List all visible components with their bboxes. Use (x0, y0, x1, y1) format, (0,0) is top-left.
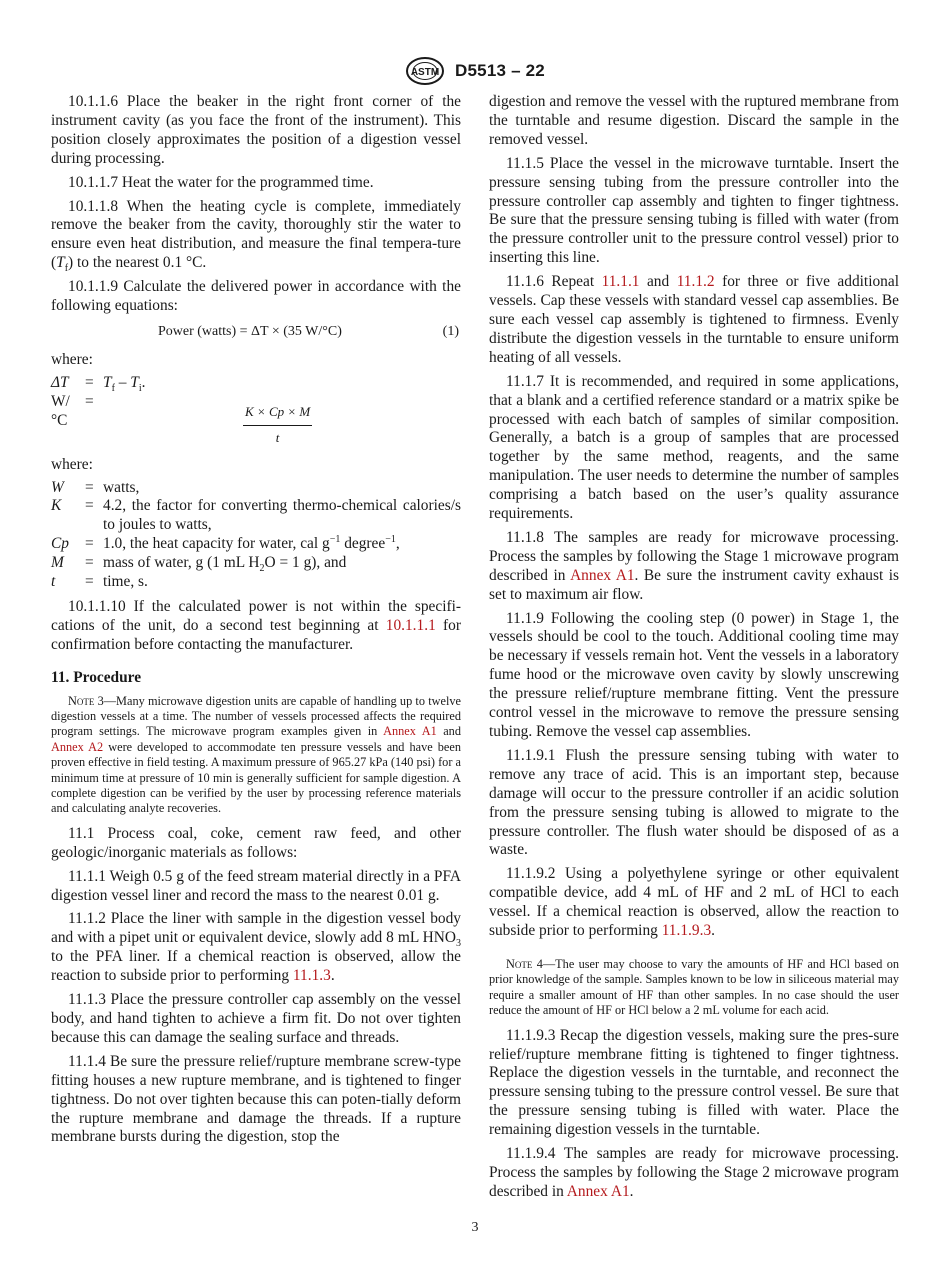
definition-list-1: ΔT = $T_f - T_i$. W/°C = $\frac{K \times Cp \times M}{t}$ (51, 374, 461, 448)
ref-link[interactable]: Annex A2 (51, 739, 104, 754)
where-label: where: (51, 350, 93, 368)
page-number: 3 (471, 1220, 479, 1235)
right-column (489, 93, 899, 1207)
note-3: Note 3—Many microwave digestion units are capable of handling up to twelve digestion vessels at a time. The number of vessels processed affects the required program settings. The microwave program examples given in Annex A1 and Annex A2 were developed to accommodate ten pressure vessels and have been proven effective in field testing. A maximum pressure of 965.27 kPa (140 psi) for a minimum time at pressure of 10 min is generally sufficient for sample digestion. A complete digestion can be verified by the user by processing reference materials and calculating analyte recoveries. (51, 693, 461, 816)
def-value: time, s. (103, 573, 148, 591)
note-4: Note 4—The user may choose to vary the amounts of HF and HCl based on prior knowledge of the sample. Samples known to be low in siliceous material may require a smaller amount of HF than other samples. In no case should the user reduce the amount of HF or HCl below a 2 mL volume for each acid. (489, 956, 899, 1018)
definition-list-2: W = watts, K = 4.2, the factor for converting thermo-chemical calories/s to joules to watts, Cp = 1.0, the heat capacity for water, cal $g^{-1}$ degree$^{-1}$, M = mass of water, g (1 mL $H_2O = 1$ g), and t = time, s. (51, 478, 461, 591)
fraction-numerator: K × Cp × M (243, 403, 312, 426)
document-code: D5513 – 22 (455, 61, 545, 80)
left-column (51, 93, 461, 1152)
def-value: 1.0, the heat capacity for water, cal $g^{-1}$ degree$^{-1}$, (103, 534, 400, 553)
para-11-1-9-3: 11.1.9.3 Recap the digestion vessels, making sure the pres-sure relief/rupture membrane fitting is tightened to finger tightness. Replace the digestion vessels in the turntable, and reconnect the pressure sensing tubing to the pressure control vessel. Be sure that the pressure sensing tubing is filled with water. Place the remaining digestion vessels in the turntable. (489, 1026, 899, 1139)
para-11-1-9-4: 11.1.9.4 The samples are ready for microwave processing. Process the samples by following the Stage 2 microwave program described in Annex A1. (489, 1145, 899, 1200)
ref-link[interactable]: 10.1.1.1 (385, 616, 436, 634)
def-symbol: W/°C (51, 392, 70, 429)
para-11-1-7: 11.1.7 It is recommended, and required in some applications, that a blank and a certified reference standard or a matrix spike be processed with each batch of samples of similar composition. Generally, a batch is a group of samples that are processed together by the same method, reagents, and the same manipulation. The user needs to determine the number of samples comprising a batch based on the user’s quality assurance requirements. (489, 372, 899, 523)
ref-link[interactable]: Annex A1 (566, 1182, 630, 1200)
para-10-1-1-7: 10.1.1.7 Heat the water for the programmed time. (68, 173, 374, 191)
equation-1 (51, 321, 461, 343)
ref-link[interactable]: Annex A1 (383, 724, 437, 739)
para-11-1-5: 11.1.5 Place the vessel in the microwave turntable. Insert the pressure sensing tubing from the pressure controller into the pressure controller cap assembly and tighten to finger tightness. Be sure that the pressure sensing tubing is filled with water (from the pressure controller unit to the pressure control vessel) prior to inserting this line. (489, 154, 899, 267)
def-symbol: K (51, 497, 62, 515)
def-value: $T_f - T_i$. (103, 373, 146, 394)
page-header (0, 56, 950, 86)
def-symbol: M (51, 554, 64, 572)
para-11-1-4: 11.1.4 Be sure the pressure relief/rupture membrane screw-type fitting houses a new rupture membrane, and is tightened to finger tightness. Do not over tighten because this can poten-tially deform the rupture membrane and damage the threads. If a rupture membrane bursts during the digestion, stop the (51, 1052, 461, 1146)
para-11-1-8: 11.1.8 The samples are ready for microwave processing. Process the samples by following the Stage 1 microwave program described in Annex A1. Be sure the instrument cavity exhaust is set to maximum air flow. (489, 528, 900, 603)
para-11-1-2: 11.1.2 Place the liner with sample in the digestion vessel body and with a pipet unit or equivalent device, slowly add 8 mL $HNO_3$ to the PFA liner. If a chemical reaction is observed, allow the reaction to subside prior to performing 11.1.3. (51, 910, 461, 985)
para-10-1-1-6: 10.1.1.6 Place the beaker in the right front corner of the instrument cavity (as you face the front of the instrument). This position closely approximates the position of a digestion vessel during processing. (51, 93, 461, 167)
ref-link[interactable]: 11.1.1 (601, 273, 640, 291)
para-11-1-6: 11.1.6 Repeat 11.1.1 and 11.1.2 for three or five additional vessels. Cap these vessels with standard vessel cap assemblies. Be sure each vessel cap assembly is tightened to firmness. Evenly distribute the digestion vessels in the turntable to ensure uniform heating of all vessels. (489, 273, 899, 366)
def-symbol: W (51, 478, 64, 496)
para-10-1-1-8: 10.1.1.8 When the heating cycle is complete, immediately remove the beaker from the cavity, thoroughly stir the water to ensure even heat distribution, and measure the final tempera-ture $(T_f)$ to the nearest 0.1 °C. (51, 197, 461, 275)
def-symbol: Cp (51, 535, 69, 553)
section-heading: 11. Procedure (51, 668, 142, 686)
def-symbol: t (51, 573, 56, 591)
ref-link[interactable]: Annex A1 (570, 566, 635, 584)
def-value: mass of water, g (1 mL $H_2O = 1$ g), and (103, 554, 347, 575)
def-value: 4.2, the factor for converting thermo-chemical calories/s to joules to watts, (103, 497, 461, 534)
para-11-1-9-2: 11.1.9.2 Using a polyethylene syringe or other equivalent compatible device, add 4 mL of HF and 2 mL of HCl to each vessel. If a chemical reaction is observed, allow the reaction to subside prior to performing 11.1.9.3. (489, 865, 899, 940)
para-11-1-9: 11.1.9 Following the cooling step (0 power) in Stage 1, the vessels should be cool to the touch. Additional cooling time may be necessary if vessels remain hot. Vent the vessels in a laboratory fume hood or the microwave oven cavity by slowly unscrewing the pressure relief/rupture membrane fitting. Vent the pressure control vessel in the microwave to remove the pressure sensing tubing. Remove the vessel cap assemblies. (489, 609, 899, 740)
para-11-1-9-1: 11.1.9.1 Flush the pressure sensing tubing with water to remove any trace of acid. This is an important step, because damage will occur to the pressure controller if an acidic solution from the pressure sensing tubing is allowed to migrate to the pressure controller. The flush water should be disposed of as a waste. (489, 746, 899, 859)
para-11-1-3: 11.1.3 Place the pressure controller cap assembly on the vessel body, and hand tighten to achieve a firm fit. Do not over tighten because this can damage the sealing surface and threads. (51, 991, 461, 1046)
svg-text:ASTM: ASTM (410, 67, 440, 78)
fraction (243, 403, 312, 448)
astm-logo-icon (405, 56, 445, 86)
ref-link[interactable]: 11.1.9.3 (661, 922, 712, 940)
equation-number: (1) (442, 323, 459, 339)
fraction-denominator: t (275, 429, 280, 445)
equation-body: Power (watts) = ΔT × (35 W/°C) (158, 323, 342, 339)
ref-link[interactable]: 11.1.3 (292, 967, 331, 985)
def-symbol: ΔT (51, 373, 69, 391)
para-11-1: 11.1 Process coal, coke, cement raw feed, and other geologic/inorganic materials as follows: (51, 824, 461, 861)
para-10-1-1-9: 10.1.1.9 Calculate the delivered power in accordance with the following equations: (51, 278, 461, 315)
def-value: watts, (103, 478, 140, 496)
para-10-1-1-10: 10.1.1.10 If the calculated power is not within the specifi-cations of the unit, do a second test beginning at 10.1.1.1 for confirmation before contacting the manufacturer. (51, 597, 462, 653)
where-label: where: (51, 455, 93, 473)
para-11-1-4-cont: digestion and remove the vessel with the ruptured membrane from the turntable and resume digestion. Discard the sample in the removed vessel. (489, 93, 899, 148)
para-11-1-1: 11.1.1 Weigh 0.5 g of the feed stream material directly in a PFA digestion vessel liner and record the mass to the nearest 0.01 g. (51, 867, 461, 904)
ref-link[interactable]: 11.1.2 (676, 273, 715, 291)
